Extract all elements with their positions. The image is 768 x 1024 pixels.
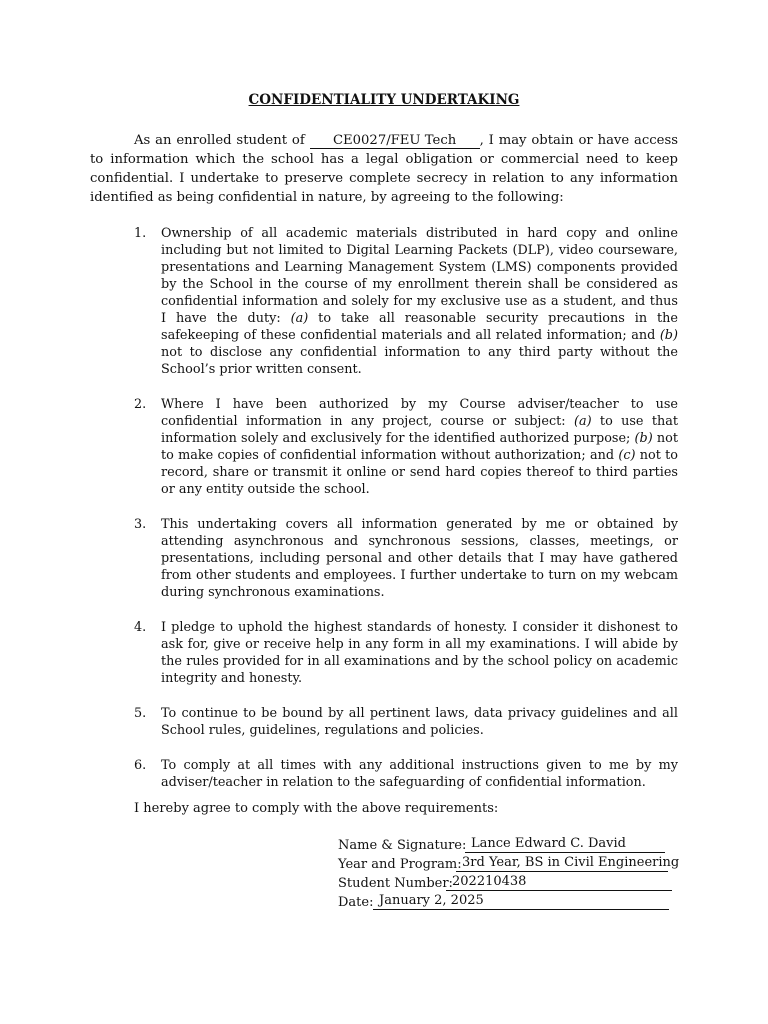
item-text-part: (a) xyxy=(573,414,592,429)
item-text xyxy=(161,396,678,498)
institution-fill: CE0027/FEU Tech xyxy=(310,133,480,149)
list-item xyxy=(134,619,678,687)
item-text-part: (c) xyxy=(618,448,636,463)
list-item xyxy=(134,225,678,378)
undertaking-list xyxy=(134,225,678,791)
name-signature-label: Name & Signature: xyxy=(338,838,467,853)
list-item xyxy=(134,396,678,498)
item-number: 3. xyxy=(134,517,147,532)
item-text-part: (b) xyxy=(659,328,678,343)
list-item xyxy=(134,705,678,739)
item-text-part: Ownership of all academic materials distributed in hard copy and online including but not limited to Digital Learning Packets (DLP), video courseware, presentations and Learning Management System (LMS) components provided by the School in the course of my enrollment therein shall be considered as confidential information and solely for my exclusive use as a student, and thus I have the duty: xyxy=(161,226,678,326)
document-title: CONFIDENTIALITY UNDERTAKING xyxy=(248,92,520,108)
student-number-field: 202210438 xyxy=(446,874,672,891)
item-text-part: not to disclose any confidential information to any third party without the School’s prior written consent. xyxy=(161,345,678,377)
name-signature-field: Lance Edward C. David xyxy=(465,836,665,853)
item-text xyxy=(161,225,678,378)
intro-paragraph xyxy=(90,131,678,207)
intro-after-fill: , I may obtain or have access to information which the school has a legal obligation or commercial need to keep confidential. I undertake to preserve complete secrecy in relation to any information identified as being confidential in nature, by agreeing to the following: xyxy=(90,133,679,205)
item-text-part: to take all reasonable security precautions in the safekeeping of these confidential materials and all related information; and xyxy=(161,311,679,343)
list-item xyxy=(134,516,678,601)
item-number: 5. xyxy=(134,706,147,721)
year-program-label: Year and Program: xyxy=(338,857,462,872)
item-text-part: Where I have been authorized by my Course adviser/teacher to use confidential information in any project, course or subject: xyxy=(161,397,678,429)
date-row xyxy=(338,895,678,914)
item-text-part: not to make copies of confidential information without authorization; and xyxy=(161,431,678,463)
signature-block xyxy=(338,838,678,914)
item-text-part: to use that information solely and exclusively for the identified authorized purpose; xyxy=(161,414,679,446)
agreement-statement: I hereby agree to comply with the above requirements: xyxy=(134,801,499,816)
item-number: 4. xyxy=(134,620,147,635)
intro-before-fill: As an enrolled student of xyxy=(134,133,310,148)
student-number-label: Student Number: xyxy=(338,876,453,891)
item-text-part: (a) xyxy=(290,311,309,326)
item-number: 6. xyxy=(134,758,147,773)
item-text: This undertaking covers all information generated by me or obtained by attending asynchronous and synchronous sessions, classes, meetings, or presentations, including personal and other details that I may have gathered from other students and employees. I further undertake to turn on my webcam during synchronous examinations. xyxy=(161,517,678,600)
item-text-part: (b) xyxy=(634,431,653,446)
year-program-field: 3rd Year, BS in Civil Engineering xyxy=(456,855,668,872)
item-text: To continue to be bound by all pertinent laws, data privacy guidelines and all School rules, guidelines, regulations and policies. xyxy=(161,706,678,738)
list-item xyxy=(134,757,678,791)
item-text: I pledge to uphold the highest standards of honesty. I consider it dishonest to ask for, give or receive help in any form in all my examinations. I will abide by the rules provided for in all examinations and by the school policy on academic integrity and honesty. xyxy=(161,620,678,686)
date-label: Date: xyxy=(338,895,374,910)
item-text: To comply at all times with any additional instructions given to me by my adviser/teacher in relation to the safeguarding of confidential information. xyxy=(161,758,678,790)
item-number: 1. xyxy=(134,226,147,241)
item-number: 2. xyxy=(134,397,147,412)
item-text-part: not to record, share or transmit it online or send hard copies thereof to third parties or any entity outside the school. xyxy=(161,448,678,497)
date-field: January 2, 2025 xyxy=(373,893,669,910)
